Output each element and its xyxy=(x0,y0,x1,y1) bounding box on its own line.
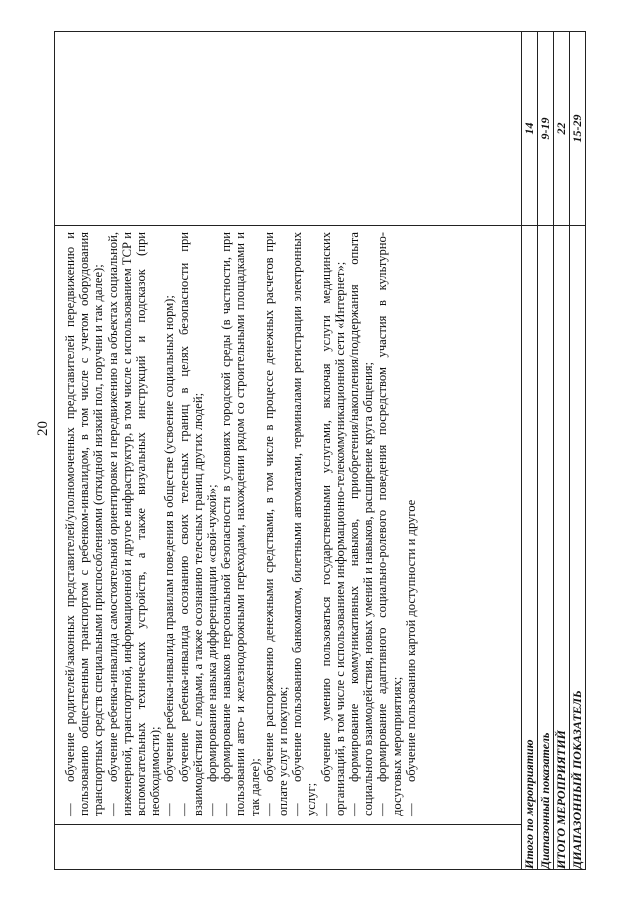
summary-value: 22 xyxy=(554,32,570,226)
activities-row xyxy=(55,32,522,870)
summary-value: 14 xyxy=(522,32,538,226)
summary-row-total xyxy=(522,32,538,870)
services-table xyxy=(54,31,586,870)
rotated-table-page xyxy=(54,35,586,870)
dash: — xyxy=(375,803,390,816)
list-item: —обучение пользованию банкоматом, билетными автоматами, терминалами регистрации электронных услуг; xyxy=(290,232,319,816)
dash: — xyxy=(63,803,77,816)
dash: — xyxy=(219,803,234,816)
dash: — xyxy=(176,803,191,816)
dash: — xyxy=(318,803,333,816)
summary-row-grand-range xyxy=(570,32,586,870)
activities-cell xyxy=(55,226,522,825)
list-item: —обучение распоряжению денежными средствами, в том числе в процессе денежных расчетов при оплате услуг и покупок; xyxy=(261,232,291,816)
summary-label: ДИАПАЗОННЫЙ ПОКАЗАТЕЛЬ xyxy=(570,226,586,870)
list-item: —формирование коммуникативных навыков, приобретения/накопления/поддержания опыта социального взаимодействия, новых умений и навыков, расширение круга общения; xyxy=(347,232,376,816)
list-item: —обучение ребенка-инвалида осознанию своих телесных границ в целях безопасности при взаимодействии с людьми, а также осознанию телесных границ других людей; xyxy=(176,232,205,816)
summary-label: ИТОГО МЕРОПРИЯТИЙ xyxy=(554,226,570,870)
blank-cell-right xyxy=(55,32,522,226)
dash: — xyxy=(347,803,362,816)
dash: — xyxy=(162,803,177,816)
dash: — xyxy=(105,803,120,816)
blank-cell-left xyxy=(55,825,522,870)
summary-row-range xyxy=(538,32,554,870)
list-item: —обучение ребенка-инвалида самостоятельной ориентировке и передвижению на объектах социальной, инженерной, транспортной, информационной и другое инфраструктур, в том числе с использованием ТСР и вспомогательных технических устройств, а также визуальных инструкций и подсказок (при необходимости); xyxy=(105,232,163,816)
summary-value: 9-19 xyxy=(538,32,554,226)
list-item: —обучение ребенка-инвалида правилам поведения в обществе (усвоение социальных норм); xyxy=(162,295,177,816)
list-item: —формирование навыков персональной безопасности в условиях городской среды (в частности, при пользовании авто- и железнодорожными переходами, нахождении рядом со строительными площадками и так далее); xyxy=(219,232,262,816)
summary-row-grand-total xyxy=(554,32,570,870)
list-item: —обучение умению пользоваться государственными услугами, включая услуги медицинских организаций, в том числе с использованием информационно-телекоммуникационной сети «Интернет»; xyxy=(318,232,347,816)
dash: — xyxy=(205,803,220,816)
summary-value: 15-29 xyxy=(570,32,586,226)
list-item: —обучение родителей/законных представителей/уполномоченных представителей передвижению и пользованию общественным транспортом с ребенком-инвалидом, в том числе с учетом оборудования транспортных средств специальными приспособлениями (откидной низкий пол, поручни и так далее); xyxy=(63,232,106,816)
list-item: —формирование адаптивного социально-ролевого поведения посредством участия в культурно-досуговых мероприятиях; xyxy=(375,232,404,816)
dash: — xyxy=(290,803,305,816)
dash: — xyxy=(261,803,276,816)
summary-label: Итого по мероприятию xyxy=(522,226,538,870)
list-item: —обучение пользованию картой доступности и другое xyxy=(403,499,418,816)
list-item: —формирование навыка дифференциации «свой-чужой»; xyxy=(205,484,220,816)
page-number: 20 xyxy=(35,421,51,436)
activity-list xyxy=(55,226,422,824)
dash: — xyxy=(403,803,418,816)
summary-label: Диапазонный показатель xyxy=(538,226,554,870)
